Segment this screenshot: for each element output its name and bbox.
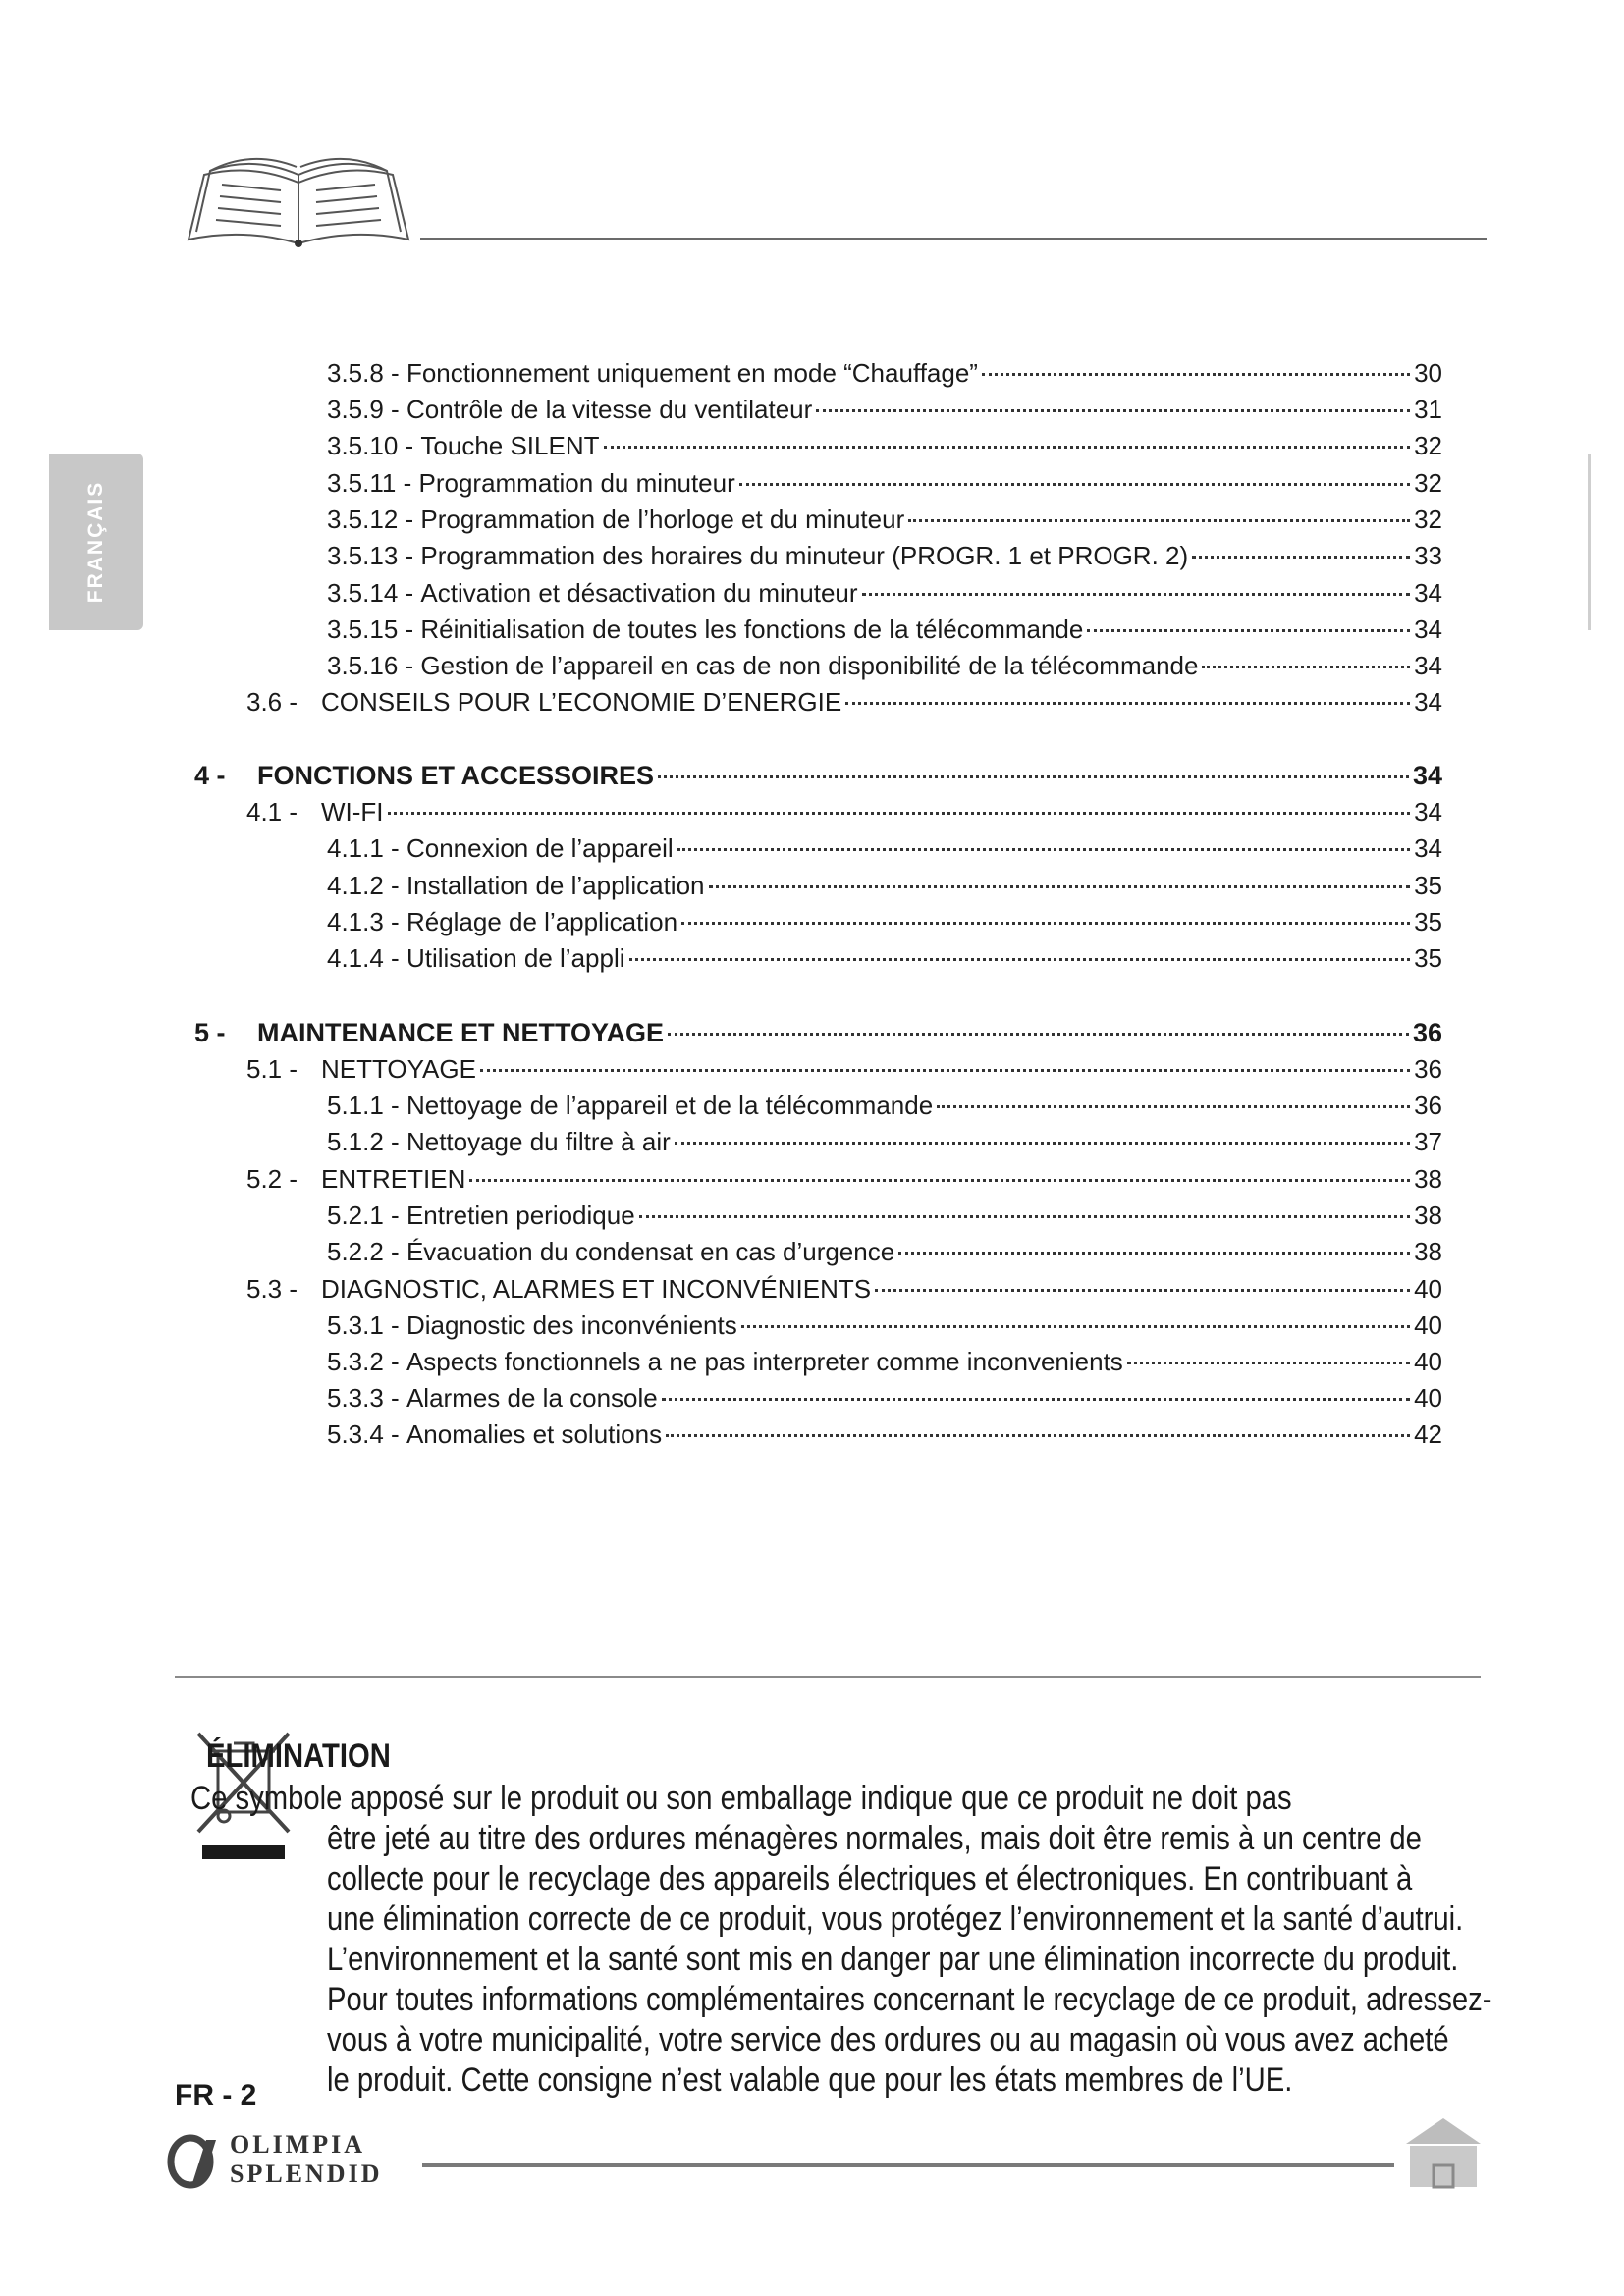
toc-leader	[816, 409, 1410, 412]
toc-leader	[937, 1105, 1410, 1108]
toc-leader	[741, 1325, 1410, 1328]
toc-page: 34	[1414, 687, 1442, 717]
toc-leader	[629, 958, 1411, 961]
toc-page: 31	[1414, 395, 1442, 424]
olimpia-logo-mark-icon	[163, 2134, 222, 2189]
toc-number: 5.3 -	[246, 1274, 298, 1304]
toc-number: 3.5.16 -	[327, 651, 414, 680]
toc-number: 5.3.3 -	[327, 1383, 400, 1413]
toc-chapter-row[interactable]	[194, 1015, 1442, 1050]
toc-leader	[677, 848, 1410, 851]
toc-number: 3.5.11 -	[327, 468, 412, 498]
toc-title: ENTRETIEN	[321, 1164, 466, 1194]
toc-leader	[1192, 556, 1410, 559]
toc-leader	[480, 1069, 1410, 1072]
toc-page: 36	[1414, 1054, 1442, 1084]
footer-rule	[422, 2163, 1394, 2167]
toc-leader	[662, 1398, 1410, 1401]
toc-number: 5.2 -	[246, 1164, 298, 1194]
toc-row[interactable]	[327, 465, 1442, 501]
toc-row[interactable]	[246, 1051, 1442, 1087]
toc-number: 3.5.12 -	[327, 505, 414, 534]
toc-row[interactable]	[327, 904, 1442, 939]
toc-title: Programmation de l’horloge et du minuteur	[420, 505, 905, 534]
toc-title: Activation et désactivation du minuteur	[420, 578, 858, 608]
toc-leader	[666, 1434, 1410, 1437]
toc-page: 40	[1414, 1274, 1442, 1304]
toc-number: 4 -	[194, 761, 226, 790]
toc-row[interactable]	[327, 830, 1442, 866]
toc-title: Nettoyage de l’appareil et de la télécommande	[406, 1091, 934, 1120]
toc-title: Programmation du minuteur	[418, 468, 735, 498]
toc-number: 4.1.4 -	[327, 943, 400, 973]
toc-page: 36	[1412, 1018, 1442, 1047]
toc-number: 5 -	[194, 1018, 226, 1047]
logo-text-olimpia: OLIMPIA	[230, 2130, 365, 2159]
toc-leader	[604, 446, 1411, 449]
elimination-text-line: collecte pour le recyclage des appareils électriques et électroniques. En contribuant à	[327, 1860, 1413, 1897]
toc-leader	[675, 1142, 1410, 1145]
toc-page: 34	[1414, 578, 1442, 608]
toc-page: 32	[1414, 505, 1442, 534]
toc-leader	[681, 922, 1410, 925]
toc-number: 4.1.1 -	[327, 833, 400, 863]
toc-title: Utilisation de l’appli	[406, 943, 625, 973]
toc-row[interactable]	[327, 1198, 1442, 1233]
toc-leader	[982, 373, 1410, 376]
toc-title: Fonctionnement uniquement en mode “Chauffage”	[406, 358, 978, 388]
toc-row[interactable]	[246, 684, 1442, 720]
toc-page: 37	[1414, 1127, 1442, 1156]
toc-row[interactable]	[327, 1124, 1442, 1159]
language-tab-label: FRANÇAIS	[84, 480, 107, 604]
toc-page: 36	[1414, 1091, 1442, 1120]
logo-text-splendid: SPLENDID	[230, 2160, 383, 2188]
elimination-text-line: le produit. Cette consigne n’est valable que pour les états membres de l’UE.	[327, 2061, 1293, 2099]
elimination-text-line: Ce symbole apposé sur le produit ou son emballage indique que ce produit ne doit pas	[190, 1780, 1292, 1817]
toc-leader	[469, 1179, 1410, 1182]
toc-title: Contrôle de la vitesse du ventilateur	[406, 395, 813, 424]
toc-number: 5.3.2 -	[327, 1347, 400, 1376]
toc-title: WI-FI	[321, 797, 384, 827]
toc-number: 5.2.1 -	[327, 1201, 400, 1230]
elimination-text-line: L’environnement et la santé sont mis en danger par une élimination incorrecte du produit.	[327, 1941, 1459, 1978]
toc-page: 34	[1414, 614, 1442, 644]
toc-number: 5.2.2 -	[327, 1237, 400, 1266]
toc-row[interactable]	[327, 1344, 1442, 1379]
toc-page: 38	[1414, 1237, 1442, 1266]
toc-title: MAINTENANCE ET NETTOYAGE	[257, 1018, 665, 1047]
toc-title: Nettoyage du filtre à air	[406, 1127, 671, 1156]
toc-row[interactable]	[327, 575, 1442, 611]
toc-row[interactable]	[327, 868, 1442, 903]
toc-page: 35	[1414, 943, 1442, 973]
toc-row[interactable]	[327, 1416, 1442, 1452]
toc-number: 5.1.2 -	[327, 1127, 400, 1156]
toc-leader	[668, 1033, 1409, 1036]
toc-leader	[709, 885, 1411, 888]
home-icon[interactable]	[1402, 2114, 1485, 2189]
toc-row[interactable]	[327, 1380, 1442, 1415]
toc-title: Entretien periodique	[406, 1201, 635, 1230]
open-book-icon	[183, 145, 414, 247]
toc-title: Installation de l’application	[406, 871, 705, 900]
toc-row[interactable]	[327, 940, 1442, 976]
toc-number: 3.5.8 -	[327, 358, 400, 388]
toc-leader	[875, 1289, 1410, 1292]
toc-title: Diagnostic des inconvénients	[406, 1310, 737, 1340]
toc-title: Connexion de l’appareil	[406, 833, 674, 863]
toc-row[interactable]	[327, 612, 1442, 647]
toc-row[interactable]	[246, 794, 1442, 829]
elimination-text-line: une élimination correcte de ce produit, vous protégez l’environnement et la santé d’autrui.	[327, 1900, 1464, 1938]
toc-leader	[639, 1215, 1410, 1218]
toc-leader	[739, 483, 1410, 486]
toc-row[interactable]	[327, 428, 1442, 463]
toc-page: 35	[1414, 907, 1442, 936]
toc-title: Alarmes de la console	[406, 1383, 658, 1413]
toc-number: 3.5.13 -	[327, 541, 414, 570]
toc-number: 3.5.10 -	[327, 431, 414, 460]
toc-number: 3.5.14 -	[327, 578, 414, 608]
toc-title: Évacuation du condensat en cas d’urgence	[406, 1237, 895, 1266]
toc-leader	[1202, 666, 1410, 668]
elimination-text-line: Pour toutes informations complémentaires concernant le recyclage de ce produit, adressez-	[327, 1981, 1492, 2018]
toc-number: 5.1 -	[246, 1054, 298, 1084]
toc-number: 3.6 -	[246, 687, 298, 717]
toc-row[interactable]	[246, 1161, 1442, 1197]
language-tab	[49, 454, 143, 630]
toc-page: 40	[1414, 1383, 1442, 1413]
toc-leader	[862, 593, 1411, 596]
toc-page: 38	[1414, 1201, 1442, 1230]
toc-row[interactable]	[327, 538, 1442, 573]
toc-row[interactable]	[327, 1308, 1442, 1343]
toc-title: Réglage de l’application	[406, 907, 678, 936]
toc-page: 32	[1414, 468, 1442, 498]
toc-leader	[1087, 629, 1410, 632]
toc-chapter-row[interactable]	[194, 758, 1442, 793]
toc-page: 35	[1414, 871, 1442, 900]
toc-row[interactable]	[246, 1271, 1442, 1307]
toc-page: 40	[1414, 1310, 1442, 1340]
brand-logo	[163, 2130, 408, 2193]
toc-number: 5.1.1 -	[327, 1091, 400, 1120]
toc-title: Aspects fonctionnels a ne pas interpreter comme inconvenients	[406, 1347, 1123, 1376]
toc-number: 5.3.4 -	[327, 1419, 400, 1449]
toc-leader	[388, 812, 1411, 815]
toc-title: DIAGNOSTIC, ALARMES ET INCONVÉNIENTS	[321, 1274, 872, 1304]
toc-page: 34	[1414, 797, 1442, 827]
toc-page: 34	[1414, 651, 1442, 680]
toc-number: 3.5.9 -	[327, 395, 400, 424]
toc-number: 4.1 -	[246, 797, 298, 827]
toc-row[interactable]	[327, 648, 1442, 683]
toc-number: 3.5.15 -	[327, 614, 414, 644]
toc-number: 4.1.2 -	[327, 871, 400, 900]
toc-title: Réinitialisation de toutes les fonctions de la télécommande	[420, 614, 1084, 644]
section-divider	[175, 1676, 1481, 1678]
toc-page: 34	[1412, 761, 1442, 790]
toc-leader	[658, 775, 1409, 778]
toc-number: 5.3.1 -	[327, 1310, 400, 1340]
header-rule	[420, 238, 1487, 240]
elimination-text-line: être jeté au titre des ordures ménagères normales, mais doit être remis à un centre de	[327, 1820, 1422, 1857]
toc-row[interactable]	[327, 502, 1442, 537]
toc-title: Programmation des horaires du minuteur (PROGR. 1 et PROGR. 2)	[420, 541, 1189, 570]
page-number: FR - 2	[175, 2079, 257, 2111]
toc-leader	[898, 1252, 1410, 1255]
toc-page: 34	[1414, 833, 1442, 863]
toc-page: 40	[1414, 1347, 1442, 1376]
toc-title: FONCTIONS ET ACCESSOIRES	[257, 761, 655, 790]
toc-row[interactable]	[327, 1088, 1442, 1123]
toc-page: 33	[1414, 541, 1442, 570]
toc-title: Anomalies et solutions	[406, 1419, 663, 1449]
toc-title: Gestion de l’appareil en cas de non disponibilité de la télécommande	[420, 651, 1199, 680]
elimination-text-line: vous à votre municipalité, votre service des ordures ou au magasin où vous avez acheté	[327, 2021, 1449, 2058]
right-margin-mark	[1588, 454, 1591, 630]
toc-leader	[908, 519, 1410, 522]
toc-title: Touche SILENT	[420, 431, 600, 460]
toc-row[interactable]	[327, 392, 1442, 427]
toc-title: CONSEILS POUR L’ECONOMIE D’ENERGIE	[321, 687, 842, 717]
toc-page: 38	[1414, 1164, 1442, 1194]
toc-row[interactable]	[327, 1234, 1442, 1269]
toc-leader	[845, 702, 1410, 705]
elimination-title: ÉLIMINATION	[206, 1737, 391, 1775]
toc-page: 42	[1414, 1419, 1442, 1449]
toc-title: NETTOYAGE	[321, 1054, 476, 1084]
toc-page: 30	[1414, 358, 1442, 388]
toc-number: 4.1.3 -	[327, 907, 400, 936]
toc-page: 32	[1414, 431, 1442, 460]
toc-row[interactable]	[327, 355, 1442, 391]
toc-leader	[1127, 1362, 1410, 1364]
